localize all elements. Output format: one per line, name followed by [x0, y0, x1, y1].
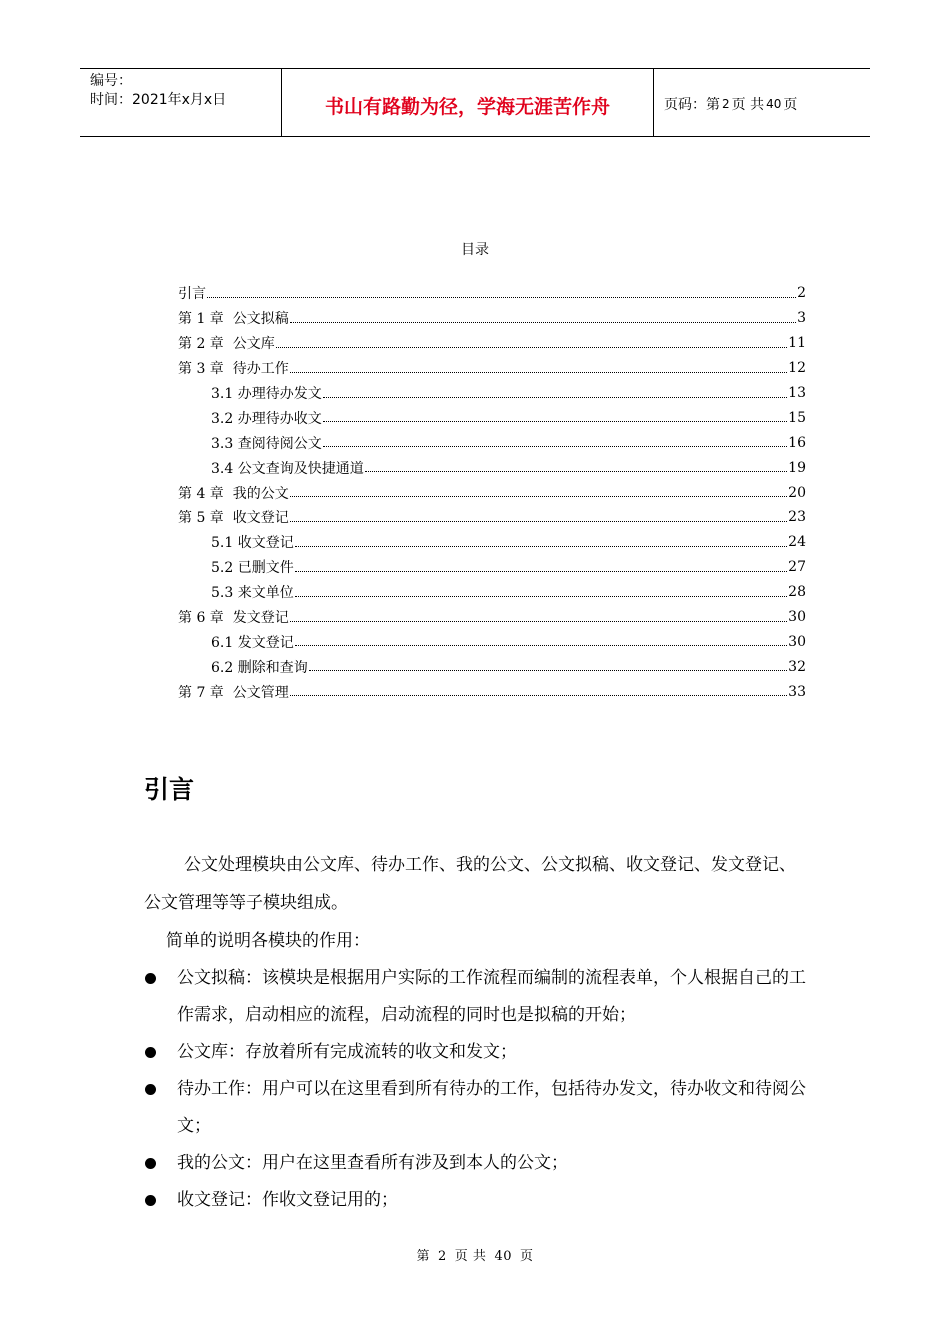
toc-entry[interactable] — [178, 331, 806, 356]
toc-entry-label: 6.1 发文登记 — [211, 634, 294, 651]
bullet-text: 待办工作：用户可以在这里看到所有待办的工作，包括待办发文，待办收文和待阅公文； — [177, 1079, 806, 1136]
header-page-prefix: 页码：第 — [664, 96, 720, 113]
toc-entry[interactable] — [178, 530, 806, 555]
toc-entry-page: 24 — [788, 534, 806, 551]
bullet-item — [144, 1034, 808, 1071]
toc-entry[interactable] — [178, 455, 806, 480]
bullet-item — [144, 1071, 808, 1145]
intro-paragraph: 公文处理模块由公文库、待办工作、我的公文、公文拟稿、收文登记、发文登记、公文管理等等子模块组成。 — [144, 855, 796, 913]
toc-entry-page: 32 — [788, 658, 806, 675]
toc-entry-page: 28 — [788, 584, 806, 601]
toc-entry-page: 15 — [788, 409, 806, 426]
toc-leader-dots — [207, 297, 796, 298]
bullet-item — [144, 960, 808, 1034]
toc-entry-label: 第 4 章 我的公文 — [178, 485, 289, 502]
toc-entry-page: 30 — [788, 633, 806, 650]
bullet-text: 收文登记：作收文登记用的； — [177, 1190, 398, 1210]
toc-entry-page: 13 — [788, 385, 806, 401]
toc-entry-label: 第 1 章 公文拟稿 — [178, 311, 289, 328]
time-label: 时间：2021年x月x日 — [90, 92, 227, 108]
toc-entry-label: 3.2 办理待办收文 — [211, 410, 322, 427]
toc-entry[interactable] — [178, 555, 806, 580]
toc-entry[interactable] — [178, 580, 806, 605]
toc-leader-dots — [295, 645, 787, 646]
toc-leader-dots — [290, 621, 787, 622]
toc-entry-page: 3 — [797, 310, 806, 327]
toc-entry[interactable] — [178, 679, 806, 704]
toc-leader-dots — [295, 596, 787, 597]
bullet-text: 公文库：存放着所有完成流转的收文和发文； — [177, 1042, 517, 1062]
footer-prefix: 第 — [416, 1249, 431, 1264]
toc-leader-dots — [309, 670, 787, 671]
header-meta — [80, 69, 282, 136]
summary-paragraph: 简单的说明各模块的作用： — [166, 931, 370, 951]
toc-entry-label: 5.3 来文单位 — [211, 585, 294, 602]
toc-entry[interactable] — [178, 381, 806, 406]
header-page-suffix: 页 — [783, 96, 798, 113]
toc-leader-dots — [290, 521, 787, 522]
footer-current: 2 — [438, 1249, 447, 1264]
bullet-dot-icon — [144, 1182, 177, 1219]
bullet-dot-icon — [144, 1071, 177, 1145]
bullet-item — [144, 1145, 808, 1182]
bullet-dot-icon — [144, 1034, 177, 1071]
toc-leader-dots — [290, 695, 787, 696]
toc-leader-dots — [295, 546, 787, 547]
toc-entry-page: 16 — [788, 434, 806, 451]
toc-entry-label: 引言 — [178, 286, 206, 303]
toc-entry[interactable] — [178, 281, 806, 306]
toc-entry-page: 27 — [788, 559, 806, 576]
bullet-item — [144, 1182, 808, 1219]
toc-entry-page: 19 — [788, 459, 806, 476]
toc-entry-page: 30 — [788, 609, 806, 626]
bullet-dot-icon — [144, 1145, 177, 1182]
section-body — [144, 846, 808, 1219]
page-footer — [0, 1245, 950, 1264]
toc-entry[interactable] — [178, 430, 806, 455]
toc-leader-dots — [365, 471, 787, 472]
header-page-info — [654, 69, 870, 136]
toc-entry-label: 第 2 章 公文库 — [178, 336, 275, 353]
toc-entry-label: 第 5 章 收文登记 — [178, 510, 289, 527]
toc-entry[interactable] — [178, 629, 806, 654]
toc-leader-dots — [290, 496, 787, 497]
footer-suffix: 页 — [519, 1249, 534, 1264]
bullet-list — [144, 960, 808, 1219]
toc-leader-dots — [290, 322, 796, 323]
serial-label: 编号： — [90, 73, 132, 89]
toc-entry[interactable] — [178, 405, 806, 430]
toc-entry-label: 第 6 章 发文登记 — [178, 610, 289, 627]
toc-leader-dots — [323, 446, 787, 447]
toc-leader-dots — [290, 372, 787, 373]
toc-entry[interactable] — [178, 480, 806, 505]
header-motto: 书山有路勤为径，学海无涯苦作舟 — [282, 69, 654, 136]
toc-entry-label: 3.1 办理待办发文 — [211, 386, 322, 402]
footer-mid: 页 共 — [454, 1249, 487, 1264]
toc-entry-label: 6.2 删除和查询 — [211, 659, 308, 676]
toc-entry-label: 第 3 章 待办工作 — [178, 361, 289, 378]
toc-leader-dots — [323, 421, 787, 422]
section-heading: 引言 — [144, 775, 195, 804]
toc-entry[interactable] — [178, 605, 806, 630]
toc-entry-label: 第 7 章 公文管理 — [178, 684, 289, 701]
toc-leader-dots — [295, 571, 787, 572]
toc-entry[interactable] — [178, 654, 806, 679]
header-page-total: 40 — [766, 96, 782, 111]
toc-entry-label: 5.1 收文登记 — [211, 535, 294, 552]
bullet-dot-icon — [144, 960, 177, 1034]
toc-leader-dots — [323, 397, 787, 398]
toc-entry-page: 12 — [788, 360, 806, 377]
toc-leader-dots — [276, 347, 787, 348]
document-header — [80, 68, 870, 137]
toc-entry[interactable] — [178, 306, 806, 331]
toc-entry-label: 3.4 公文查询及快捷通道 — [211, 460, 364, 477]
toc-entry-page: 33 — [788, 683, 806, 700]
bullet-text: 我的公文：用户在这里查看所有涉及到本人的公文； — [177, 1153, 568, 1173]
toc-entry-page: 20 — [788, 484, 806, 501]
toc-title: 目录 — [461, 242, 489, 258]
toc-entry-label: 3.3 查阅待阅公文 — [211, 435, 322, 452]
table-of-contents — [178, 281, 806, 704]
header-page-current: 2 — [722, 96, 730, 111]
bullet-text: 公文拟稿：该模块是根据用户实际的工作流程而编制的流程表单，个人根据自己的工作需求，启动相应的流程，启动流程的同时也是拟稿的开始； — [177, 968, 806, 1025]
toc-entry-label: 5.2 已删文件 — [211, 560, 294, 577]
toc-entry-page: 2 — [797, 285, 806, 302]
toc-entry[interactable] — [178, 505, 806, 530]
header-page-mid: 页 共 — [731, 96, 765, 113]
toc-entry[interactable] — [178, 356, 806, 381]
toc-entry-page: 23 — [788, 509, 806, 526]
toc-entry-page: 11 — [788, 335, 806, 352]
footer-total: 40 — [494, 1249, 512, 1264]
